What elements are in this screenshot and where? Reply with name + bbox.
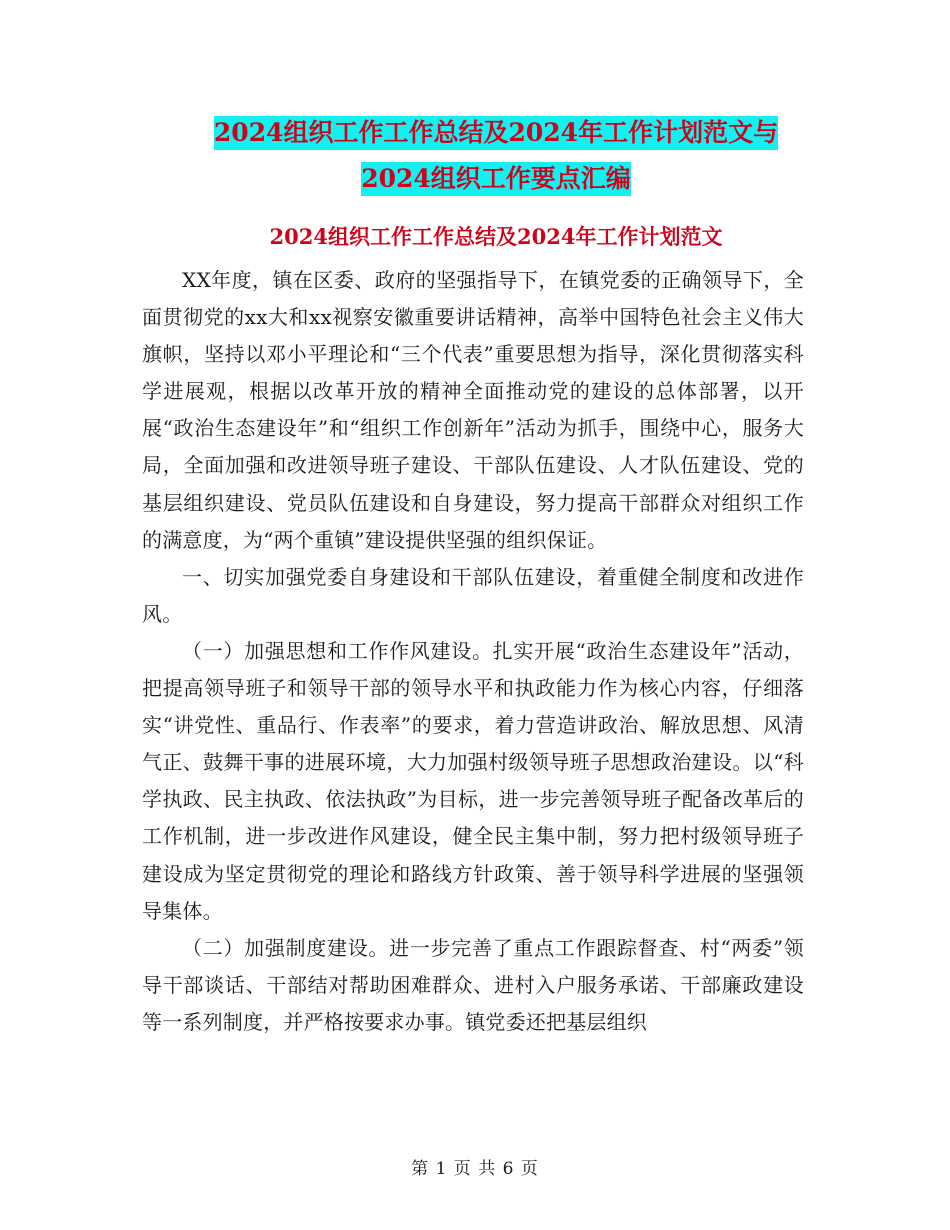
paragraph-item-1: （一）加强思想和工作作风建设。扎实开展“政治生态建设年”活动，把提高领导班子和领导干部的领导水平和执政能力作为核心内容，仔细落实“讲党性、重品行、作表率”的要求，着力营造讲政治、解放思想、风清气正、鼓舞干事的进展环境，大力加强村级领导班子思想政治建设。以“科学执政、民主执政、依法执政”为目标，进一步完善领导班子配备改革后的工作机制，进一步改进作风建设，健全民主集中制，努力把村级领导班子建设成为坚定贯彻党的理论和路线方针政策、善于领导科学进展的坚强领导集体。 xyxy=(142,638,804,923)
section-title: 2024组织工作工作总结及2024年工作计划范文 xyxy=(269,224,723,249)
body-text xyxy=(142,262,804,1041)
paragraph-heading-1: 一、切实加强党委自身建设和干部队伍建设，着重健全制度和改进作风。 xyxy=(142,564,804,626)
main-title-line2: 2024组织工作要点汇编 xyxy=(361,162,631,196)
main-title-line1: 2024组织工作工作总结及2024年工作计划范文与 xyxy=(214,116,778,150)
paragraph-item-2: （二）加强制度建设。进一步完善了重点工作跟踪督查、村“两委”领导干部谈话、干部结对帮助困难群众、进村入户服务承诺、干部廉政建设等一系列制度，并严格按要求办事。镇党委还把基层组织 xyxy=(142,935,804,1034)
page-footer: 第 1 页 共 6 页 xyxy=(411,1159,539,1179)
main-title xyxy=(140,110,852,202)
paragraph-intro: XX年度，镇在区委、政府的坚强指导下，在镇党委的正确领导下，全面贯彻党的xx大和xx视察安徽重要讲话精神，高举中国特色社会主义伟大旗帜，坚持以邓小平理论和“三个代表”重要思想为指导，深化贯彻落实科学进展观，根据以改革开放的精神全面推动党的建设的总体部署，以开展“政治生态建设年”和“组织工作创新年”活动为抓手，围绕中心，服务大局，全面加强和改进领导班子建设、干部队伍建设、人才队伍建设、党的基层组织建设、党员队伍建设和自身建设，努力提高干部群众对组织工作的满意度，为“两个重镇”建设提供坚强的组织保证。 xyxy=(142,268,804,552)
